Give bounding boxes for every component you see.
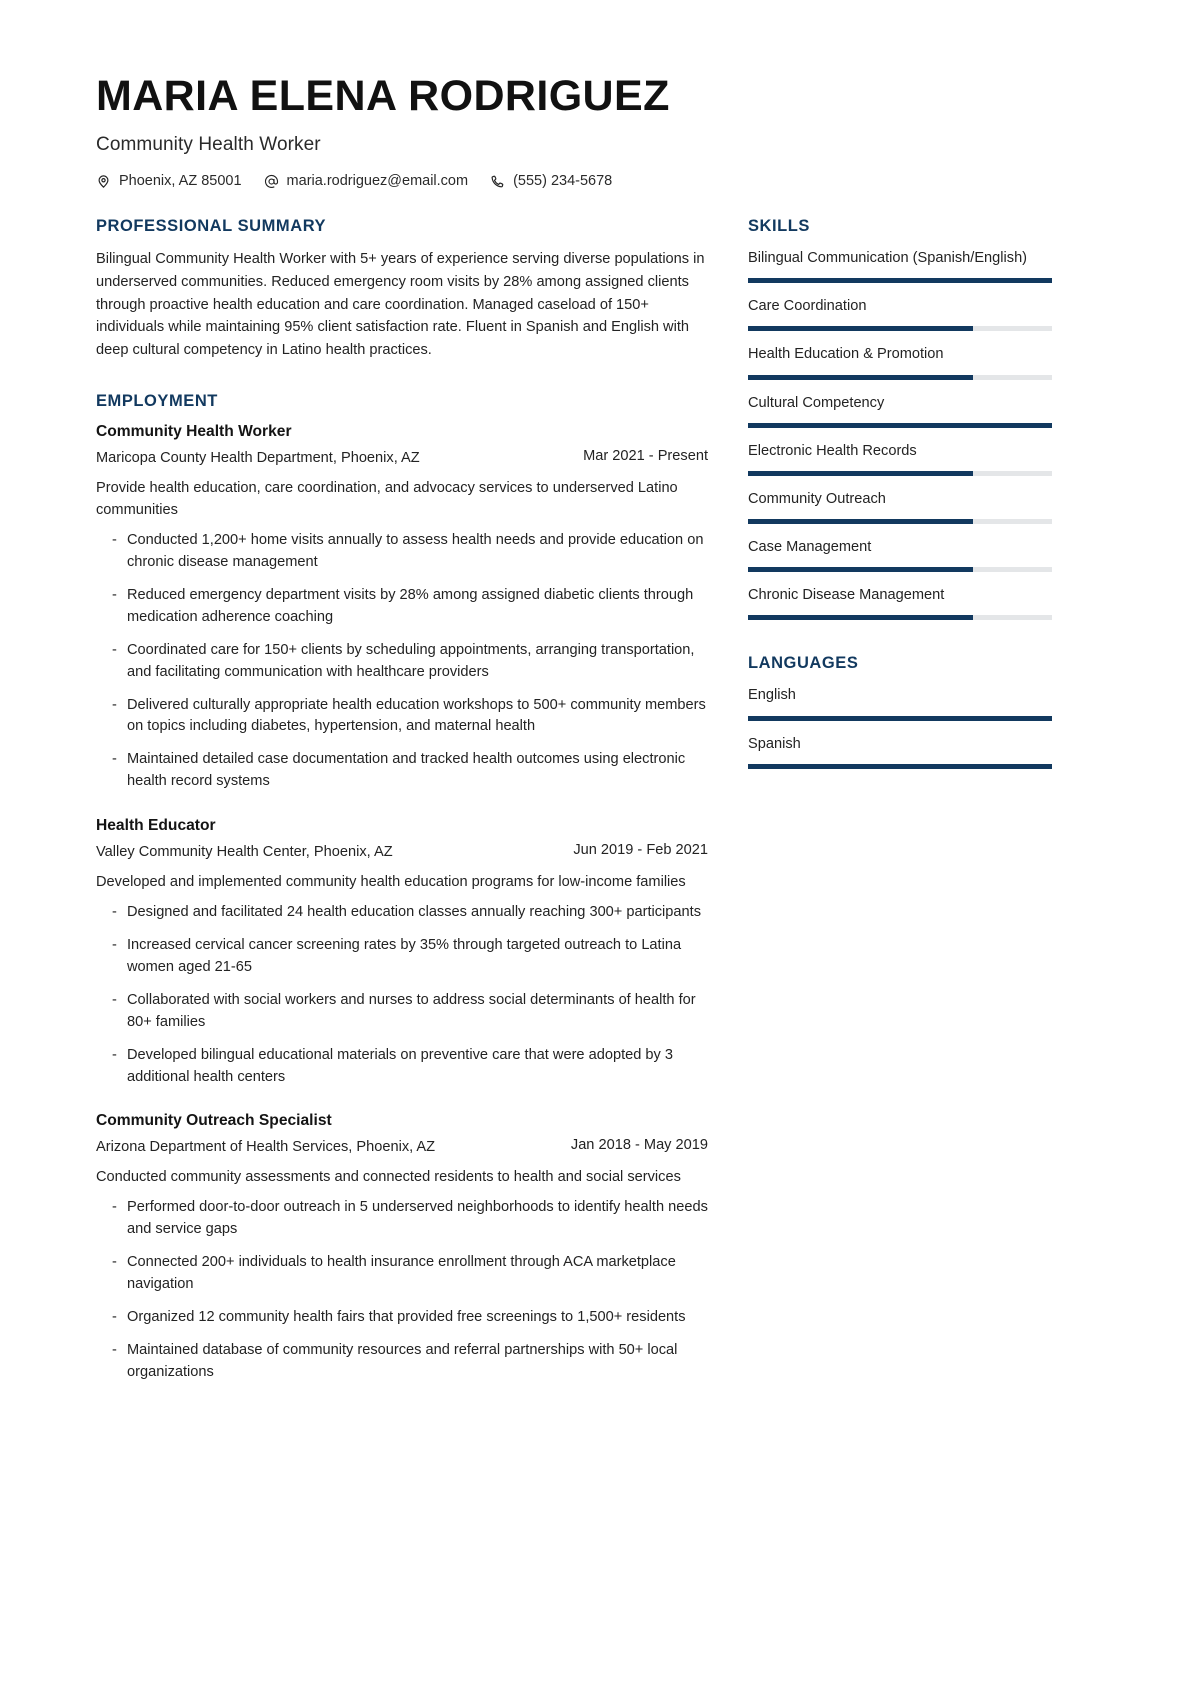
job-company: Valley Community Health Center, Phoenix, AZ	[96, 844, 393, 861]
job-meta	[96, 448, 708, 470]
contact-location	[96, 173, 242, 189]
list-item: - Maintained database of community resources and referral partnerships with 50+ local organizations	[96, 1340, 708, 1384]
language-item	[748, 734, 1052, 769]
contact-row	[96, 173, 1104, 189]
skill-label: Chronic Disease Management	[748, 587, 945, 604]
sidebar-column	[748, 217, 1052, 803]
job-meta	[96, 1137, 708, 1159]
language-label: English	[748, 687, 796, 704]
skill-item	[748, 344, 1052, 379]
phone-icon	[490, 174, 505, 189]
contact-phone	[490, 173, 612, 189]
location-pin-icon	[96, 174, 111, 189]
job-description: Developed and implemented community health education programs for low-income families	[96, 874, 686, 891]
skill-bar-fill	[748, 326, 973, 331]
skill-bar-track	[748, 471, 1052, 476]
job-bullets	[96, 902, 708, 1088]
language-label: Spanish	[748, 735, 801, 752]
list-item: - Maintained detailed case documentation and tracked health outcomes using electronic health record systems	[96, 749, 708, 793]
employment-entry	[96, 423, 708, 793]
job-description: Provide health education, care coordination, and advocacy services to underserved Latino communities	[96, 479, 678, 519]
skill-bar-fill	[748, 375, 973, 380]
list-item: - Delivered culturally appropriate health education workshops to 500+ community members on topics including diabetes, hypertension, and maternal health	[96, 695, 708, 739]
skill-bar-fill	[748, 471, 973, 476]
job-meta	[96, 842, 708, 864]
skill-item	[748, 393, 1052, 428]
language-bar-fill	[748, 764, 1052, 769]
employment-heading: EMPLOYMENT	[96, 391, 218, 410]
skill-item	[748, 537, 1052, 572]
section-languages	[748, 654, 1052, 768]
list-item: - Organized 12 community health fairs that provided free screenings to 1,500+ residents	[96, 1307, 708, 1329]
skill-item	[748, 585, 1052, 620]
job-company: Maricopa County Health Department, Phoenix, AZ	[96, 449, 420, 466]
job-bullets	[96, 530, 708, 793]
language-item	[748, 685, 1052, 720]
skill-label: Community Outreach	[748, 490, 886, 507]
skill-label: Bilingual Communication (Spanish/English)	[748, 250, 1028, 267]
resume-header	[96, 72, 1104, 189]
skills-heading: SKILLS	[748, 217, 810, 236]
skill-bar-fill	[748, 615, 973, 620]
job-role: Community Outreach Specialist	[96, 1112, 332, 1130]
skill-bar-track	[748, 567, 1052, 572]
job-dates: Jun 2019 - Feb 2021	[573, 842, 708, 859]
employment-entry	[96, 817, 708, 1088]
skill-label: Case Management	[748, 539, 872, 556]
job-role: Community Health Worker	[96, 422, 292, 440]
at-sign-icon	[264, 174, 279, 189]
list-item: - Reduced emergency department visits by 28% among assigned diabetic clients through medication adherence coaching	[96, 585, 708, 629]
list-item: - Connected 200+ individuals to health insurance enrollment through ACA marketplace navigation	[96, 1252, 708, 1296]
skill-label: Electronic Health Records	[748, 442, 917, 459]
languages-heading: LANGUAGES	[748, 654, 859, 673]
list-item: - Collaborated with social workers and nurses to address social determinants of health for 80+ families	[96, 990, 708, 1034]
list-item: - Increased cervical cancer screening rates by 35% through targeted outreach to Latina women aged 21-65	[96, 935, 708, 979]
contact-phone-text: (555) 234-5678	[513, 173, 613, 190]
skill-label: Health Education & Promotion	[748, 346, 944, 363]
language-bar-track	[748, 764, 1052, 769]
contact-email-text: maria.rodriguez@email.com	[286, 173, 469, 190]
skill-item	[748, 441, 1052, 476]
section-employment	[96, 392, 708, 1384]
skill-bar-fill	[748, 519, 973, 524]
page-title: MARIA ELENA RODRIGUEZ	[96, 72, 670, 120]
job-role: Health Educator	[96, 817, 216, 835]
job-description: Conducted community assessments and connected residents to health and social services	[96, 1169, 681, 1186]
skill-bar-fill	[748, 567, 973, 572]
list-item: - Coordinated care for 150+ clients by scheduling appointments, arranging transportation, and facilitating communication with healthcare providers	[96, 640, 708, 684]
job-bullets	[96, 1197, 708, 1383]
skill-item	[748, 296, 1052, 331]
skill-bar-fill	[748, 423, 1052, 428]
skill-item	[748, 489, 1052, 524]
summary-text: Bilingual Community Health Worker with 5+ years of experience serving diverse populations in underserved communities. Reduced emergency room visits by 28% among assigned clients through proactive health education and care coordination. Managed caseload of 150+ individuals while maintaining 95% client satisfaction rate. Fluent in Spanish and English with deep cultural competency in Latino health practices.	[96, 251, 705, 359]
skill-label: Cultural Competency	[748, 394, 885, 411]
skill-label: Care Coordination	[748, 298, 867, 315]
skill-bar-track	[748, 278, 1052, 283]
list-item: - Designed and facilitated 24 health education classes annually reaching 300+ participants	[96, 902, 708, 924]
section-professional-summary	[96, 217, 708, 362]
list-item: - Conducted 1,200+ home visits annually to assess health needs and provide education on chronic disease management	[96, 530, 708, 574]
skill-bar-track	[748, 326, 1052, 331]
skill-bar-track	[748, 519, 1052, 524]
list-item: - Performed door-to-door outreach in 5 underserved neighborhoods to identify health needs and service gaps	[96, 1197, 708, 1241]
language-bar-fill	[748, 716, 1052, 721]
skill-bar-track	[748, 615, 1052, 620]
language-bar-track	[748, 716, 1052, 721]
job-dates: Jan 2018 - May 2019	[570, 1137, 708, 1154]
list-item: - Developed bilingual educational materials on preventive care that were adopted by 3 additional health centers	[96, 1045, 708, 1089]
contact-email	[264, 173, 469, 189]
skill-bar-track	[748, 375, 1052, 380]
job-dates: Mar 2021 - Present	[583, 447, 708, 464]
skill-bar-fill	[748, 278, 1052, 283]
skill-item	[748, 248, 1052, 283]
header-job-title: Community Health Worker	[96, 134, 321, 156]
main-column	[96, 217, 708, 1414]
employment-entry	[96, 1112, 708, 1383]
summary-heading: PROFESSIONAL SUMMARY	[96, 217, 327, 236]
section-skills	[748, 217, 1052, 620]
resume-body	[96, 217, 1104, 1414]
contact-location-text: Phoenix, AZ 85001	[119, 173, 242, 190]
skill-bar-track	[748, 423, 1052, 428]
job-company: Arizona Department of Health Services, Phoenix, AZ	[96, 1139, 436, 1156]
